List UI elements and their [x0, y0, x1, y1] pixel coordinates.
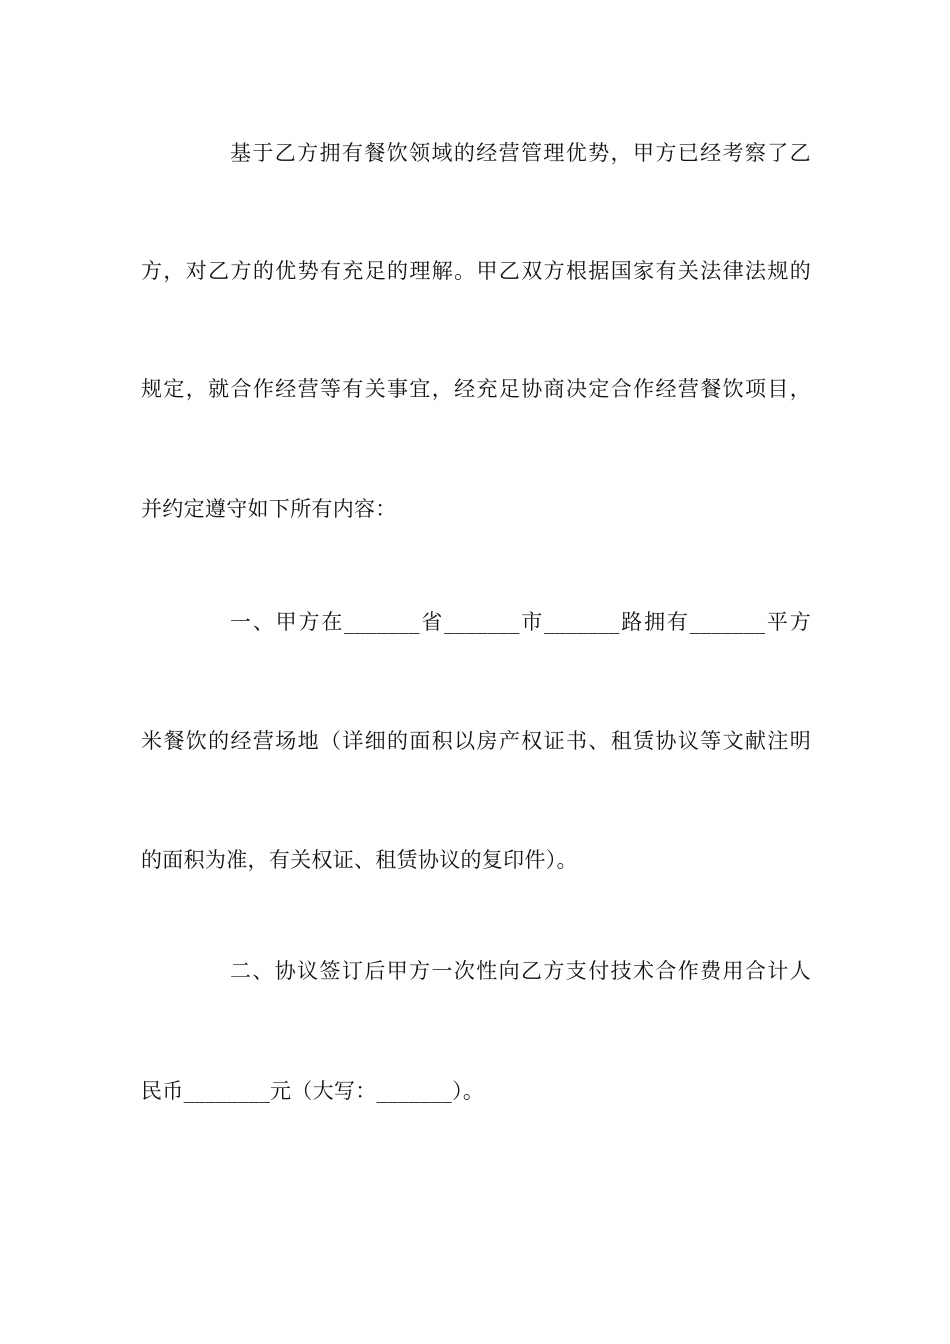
clause-1-line-2: 米餐饮的经营场地（详细的面积以房产权证书、租赁协议等文献注明	[141, 729, 811, 753]
paragraph-intro-line-1: 基于乙方拥有餐饮领域的经营管理优势，甲方已经考察了乙	[230, 141, 811, 165]
paragraph-intro-line-4: 并约定遵守如下所有内容：	[141, 497, 397, 521]
clause-2-line-1: 二、协议签订后甲方一次性向乙方支付技术合作费用合计人	[230, 959, 811, 983]
clause-1-line-3: 的面积为准，有关权证、租赁协议的复印件）。	[141, 848, 578, 872]
clause-2-line-2: 民币________元（大写：_______）。	[141, 1079, 485, 1103]
paragraph-intro-line-3: 规定，就合作经营等有关事宜，经充足协商决定合作经营餐饮项目，	[141, 377, 811, 401]
clause-1-line-1: 一、甲方在_______省_______市_______路拥有_______平方	[230, 610, 811, 634]
paragraph-intro-line-2: 方，对乙方的优势有充足的理解。甲乙双方根据国家有关法律法规的	[141, 259, 811, 283]
